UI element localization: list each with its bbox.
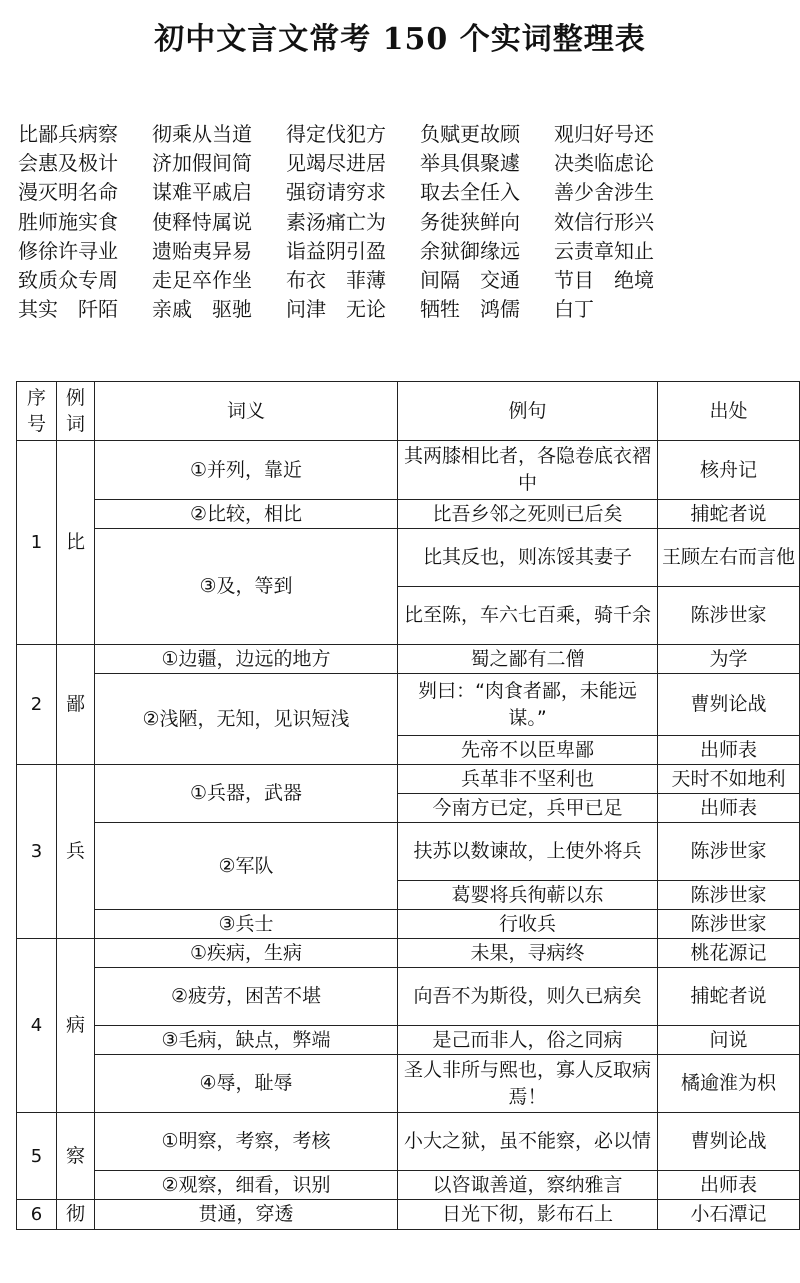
entry-word: 病 [57,939,95,1113]
word-group: 其实 阡陌 [18,297,118,322]
example-sentence: 今南方已定，兵甲已足 [398,794,658,823]
table-row [17,968,800,1026]
example-sentence: 以咨诹善道，察纳雅言 [398,1171,658,1200]
example-sentence: 刿曰：“肉食者鄙，未能远谋。” [398,674,658,736]
example-source: 天时不如地利 [658,765,800,794]
example-source: 捕蛇者说 [658,500,800,529]
word-group: 遗贻夷异易 [152,238,252,263]
table-row [17,765,800,794]
example-source: 桃花源记 [658,939,800,968]
example-source: 出师表 [658,736,800,765]
table-row [17,441,800,500]
example-sentence: 未果，寻病终 [398,939,658,968]
example-sentence: 比其反也，则冻馁其妻子 [398,529,658,587]
sense-meaning: ③及，等到 [95,529,398,645]
word-group: 素汤痛亡为 [286,209,386,234]
header-seq: 序号 [17,382,57,441]
example-source: 陈涉世家 [658,587,800,645]
example-sentence: 向吾不为斯役，则久已病矣 [398,968,658,1026]
table-row [17,674,800,736]
word-list-row [18,178,798,207]
example-sentence: 日光下彻，影布石上 [398,1200,658,1230]
table-row [17,645,800,674]
word-group: 问津 无论 [286,297,386,322]
word-group: 济加假间简 [152,151,252,176]
table-row [17,500,800,529]
sense-meaning: 贯通，穿透 [95,1200,398,1230]
entry-word: 比 [57,441,95,645]
word-group: 云责章知止 [554,238,654,263]
entry-word: 鄙 [57,645,95,765]
example-sentence: 行收兵 [398,910,658,939]
vocabulary-table [16,381,800,1230]
example-sentence: 扶苏以数谏故，上使外将兵 [398,823,658,881]
word-group: 效信行形兴 [554,209,654,234]
sense-meaning: ②比较，相比 [95,500,398,529]
sense-meaning: ②观察，细看，识别 [95,1171,398,1200]
example-sentence: 比至陈，车六七百乘，骑千余 [398,587,658,645]
sense-meaning: ①疾病，生病 [95,939,398,968]
entry-number: 4 [17,939,57,1113]
word-group: 观归好号还 [554,122,654,146]
table-row [17,1171,800,1200]
header-example: 例句 [398,382,658,441]
word-group: 白丁 [554,297,594,322]
example-source: 陈涉世家 [658,910,800,939]
entry-number: 3 [17,765,57,939]
page-title: 初中文言文常考 150 个实词整理表 [154,22,646,57]
word-group: 负赋更故顾 [420,122,520,146]
header-word: 例词 [57,382,95,441]
word-group: 得定伐犯方 [286,122,386,146]
word-group: 致质众专周 [18,267,118,292]
example-source: 王顾左右而言他 [658,529,800,587]
entry-number: 1 [17,441,57,645]
word-group: 谋难平戚启 [152,180,252,205]
table-row [17,1026,800,1055]
word-list-row [18,237,798,266]
word-list-row [18,208,798,237]
word-group: 节目 绝境 [554,267,654,292]
sense-meaning: ①并列，靠近 [95,441,398,500]
header-meaning: 词义 [95,382,398,441]
word-group: 走足卒作坐 [152,267,252,292]
example-source: 曹刿论战 [658,674,800,736]
example-source: 陈涉世家 [658,823,800,881]
sense-meaning: ④辱，耻辱 [95,1055,398,1113]
entry-word: 兵 [57,765,95,939]
sense-meaning: ③兵士 [95,910,398,939]
word-group: 牺牲 鸿儒 [420,297,520,322]
word-list [18,120,798,324]
example-sentence: 圣人非所与熙也，寡人反取病焉！ [398,1055,658,1113]
word-group: 决类临虑论 [554,151,654,176]
example-source: 橘逾淮为枳 [658,1055,800,1113]
entry-word: 彻 [57,1200,95,1230]
sense-meaning: ①明察，考察，考核 [95,1113,398,1171]
example-sentence: 先帝不以臣卑鄙 [398,736,658,765]
table-row [17,910,800,939]
example-source: 核舟记 [658,441,800,500]
example-sentence: 是己而非人，俗之同病 [398,1026,658,1055]
table-row [17,1200,800,1230]
sense-meaning: ①兵器，武器 [95,765,398,823]
word-group: 会惠及极计 [18,151,118,176]
word-group: 见竭尽进居 [286,151,386,176]
example-sentence: 兵革非不坚利也 [398,765,658,794]
sense-meaning: ①边疆，边远的地方 [95,645,398,674]
word-group: 彻乘从当道 [152,122,252,146]
table-row [17,1055,800,1113]
table-row [17,529,800,587]
example-source: 小石潭记 [658,1200,800,1230]
word-list-row [18,295,798,324]
word-group: 使释恃属说 [152,209,252,234]
table-row [17,1113,800,1171]
entry-word: 察 [57,1113,95,1200]
example-source: 问说 [658,1026,800,1055]
table-row [17,939,800,968]
header-source: 出处 [658,382,800,441]
word-list-row [18,266,798,295]
word-group: 间隔 交通 [420,267,520,292]
word-group: 漫灭明名命 [18,180,118,205]
entry-number: 6 [17,1200,57,1230]
word-group: 亲戚 驱驰 [152,297,252,322]
word-group: 修徐许寻业 [18,238,118,263]
sense-meaning: ②军队 [95,823,398,910]
word-group: 余狱御缘远 [420,238,520,263]
word-group: 诣益阴引盈 [286,238,386,263]
example-sentence: 其两膝相比者，各隐卷底衣褶中 [398,441,658,500]
table-row [17,823,800,881]
word-group: 胜师施实食 [18,209,118,234]
sense-meaning: ②疲劳，困苦不堪 [95,968,398,1026]
sense-meaning: ③毛病，缺点，弊端 [95,1026,398,1055]
example-source: 曹刿论战 [658,1113,800,1171]
example-sentence: 蜀之鄙有二僧 [398,645,658,674]
word-group: 布衣 菲薄 [286,267,386,292]
word-group: 强窃请穷求 [286,180,386,205]
example-source: 出师表 [658,1171,800,1200]
example-sentence: 比吾乡邻之死则已后矣 [398,500,658,529]
example-sentence: 葛婴将兵徇蕲以东 [398,881,658,910]
example-source: 为学 [658,645,800,674]
sense-meaning: ②浅陋，无知，见识短浅 [95,674,398,765]
table-header-row [17,382,800,441]
word-group: 善少舍涉生 [554,180,654,205]
example-source: 出师表 [658,794,800,823]
word-group: 比鄙兵病察 [18,122,118,146]
word-group: 取去全任入 [420,180,520,205]
word-group: 务徙狭鲜向 [420,209,520,234]
entry-number: 2 [17,645,57,765]
word-list-row [18,149,798,178]
example-sentence: 小大之狱，虽不能察，必以情 [398,1113,658,1171]
example-source: 陈涉世家 [658,881,800,910]
word-list-row [18,120,798,149]
entry-number: 5 [17,1113,57,1200]
example-source: 捕蛇者说 [658,968,800,1026]
word-group: 举具俱聚遽 [420,151,520,176]
